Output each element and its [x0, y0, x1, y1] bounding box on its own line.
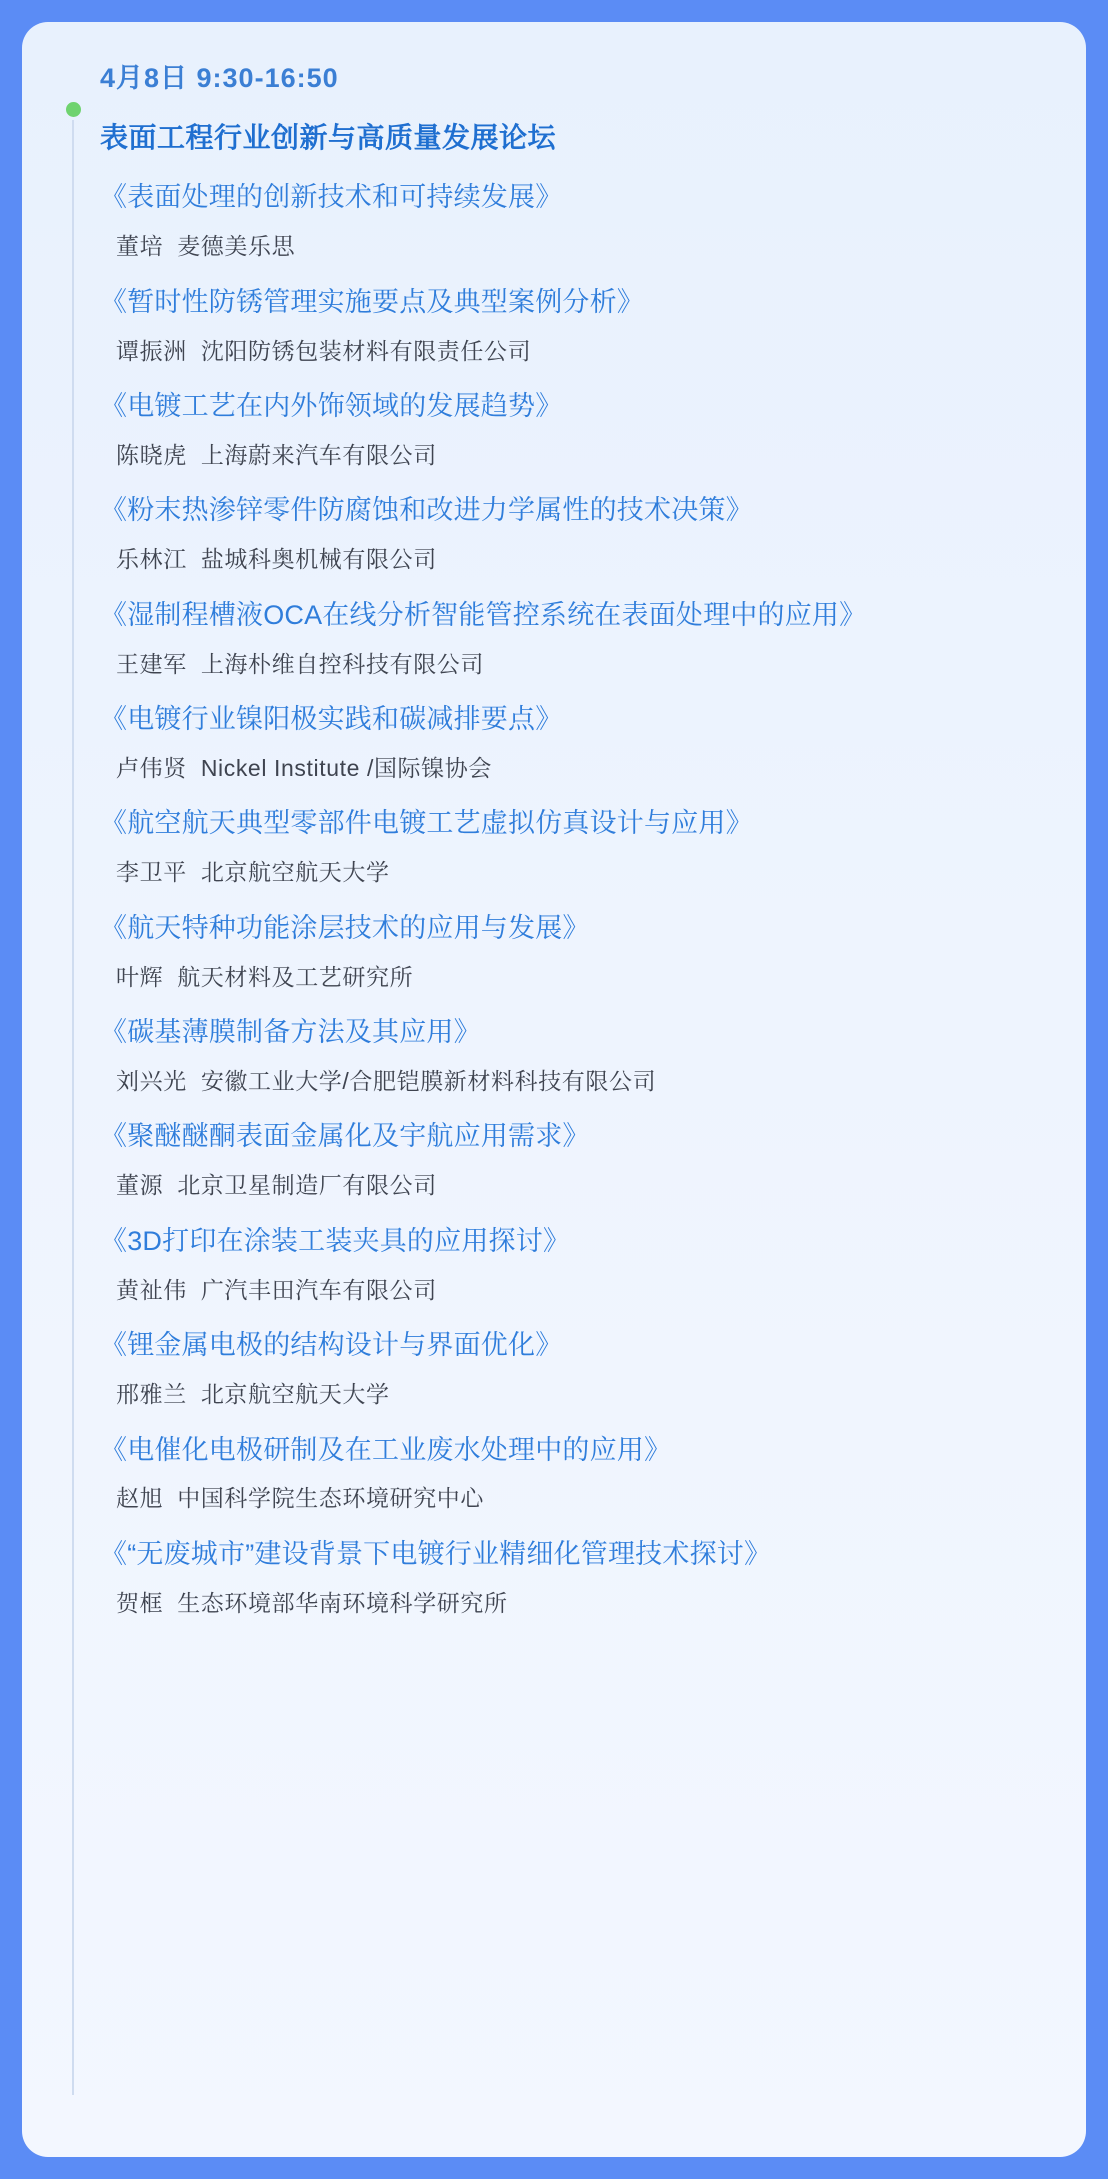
talk-speaker-name: 刘兴光 [116, 1067, 187, 1094]
talk-list [100, 177, 1046, 1620]
talk-speaker-name: 陈晓虎 [116, 441, 187, 468]
talk-speaker-affiliation: 麦德美乐思 [177, 233, 296, 260]
talk-title[interactable]: 《“无废城市”建设背景下电镀行业精细化管理技术探讨》 [100, 1538, 772, 1569]
talk-title[interactable]: 《3D打印在涂装工装夹具的应用探讨》 [100, 1225, 571, 1256]
talk-item [100, 699, 1046, 785]
talk-speaker-name: 邢雅兰 [116, 1381, 187, 1408]
talk-title[interactable]: 《表面处理的创新技术和可持续发展》 [100, 182, 563, 213]
talk-speaker-name: 乐林江 [116, 546, 187, 573]
talk-speaker-name: 王建军 [116, 650, 187, 677]
talk-speaker-affiliation: 生态环境部华南环境科学研究所 [177, 1589, 508, 1616]
timeline-dot-icon [66, 102, 81, 117]
talk-speaker-line [116, 960, 1046, 995]
talk-speaker-affiliation: 中国科学院生态环境研究中心 [177, 1485, 485, 1512]
talk-speaker-affiliation: Nickel Institute /国际镍协会 [200, 754, 492, 781]
talk-title[interactable]: 《电镀工艺在内外饰领域的发展趋势》 [100, 391, 563, 422]
talk-speaker-affiliation: 北京航空航天大学 [200, 1381, 390, 1408]
talk-speaker-line [116, 1064, 1046, 1099]
talk-title[interactable]: 《航空航天典型零部件电镀工艺虚拟仿真设计与应用》 [100, 808, 753, 839]
talk-speaker-affiliation: 航天材料及工艺研究所 [177, 963, 414, 990]
talk-item [100, 1012, 1046, 1098]
talk-speaker-name: 卢伟贤 [116, 754, 187, 781]
agenda-content [100, 62, 1046, 1620]
talk-item [100, 1534, 1046, 1620]
talk-title[interactable]: 《锂金属电极的结构设计与界面优化》 [100, 1330, 563, 1361]
talk-item [100, 803, 1046, 889]
talk-speaker-name: 赵旭 [116, 1485, 164, 1512]
talk-speaker-name: 黄祉伟 [116, 1276, 187, 1303]
talk-speaker-name: 董培 [116, 233, 164, 260]
talk-speaker-line [116, 1586, 1046, 1621]
talk-speaker-affiliation: 广汽丰田汽车有限公司 [200, 1276, 437, 1303]
talk-speaker-name: 贺框 [116, 1589, 164, 1616]
talk-title[interactable]: 《暂时性防锈管理实施要点及典型案例分析》 [100, 286, 644, 317]
talk-speaker-line [116, 1168, 1046, 1203]
talk-speaker-line [116, 438, 1046, 473]
talk-title[interactable]: 《粉末热渗锌零件防腐蚀和改进力学属性的技术决策》 [100, 495, 753, 526]
talk-item [100, 177, 1046, 263]
talk-title[interactable]: 《聚醚醚酮表面金属化及宇航应用需求》 [100, 1121, 590, 1152]
talk-speaker-affiliation: 上海蔚来汽车有限公司 [200, 441, 437, 468]
talk-title[interactable]: 《电镀行业镍阳极实践和碳减排要点》 [100, 704, 563, 735]
talk-speaker-line [116, 855, 1046, 890]
talk-title[interactable]: 《电催化电极研制及在工业废水处理中的应用》 [100, 1434, 672, 1465]
talk-item [100, 1116, 1046, 1202]
talk-item [100, 282, 1046, 368]
talk-speaker-line [116, 751, 1046, 786]
talk-item [100, 595, 1046, 681]
talk-item [100, 1325, 1046, 1411]
talk-title[interactable]: 《碳基薄膜制备方法及其应用》 [100, 1017, 481, 1048]
talk-speaker-name: 谭振洲 [116, 337, 187, 364]
talk-speaker-name: 叶辉 [116, 963, 164, 990]
talk-speaker-affiliation: 安徽工业大学/合肥铠膜新材料科技有限公司 [200, 1067, 657, 1094]
session-title: 表面工程行业创新与高质量发展论坛 [100, 122, 557, 154]
talk-item [100, 1221, 1046, 1307]
talk-speaker-affiliation: 北京卫星制造厂有限公司 [177, 1172, 437, 1199]
talk-title[interactable]: 《湿制程槽液OCA在线分析智能管控系统在表面处理中的应用》 [100, 599, 867, 630]
talk-speaker-line [116, 1377, 1046, 1412]
talk-item [100, 490, 1046, 576]
talk-speaker-line [116, 1273, 1046, 1308]
talk-speaker-line [116, 647, 1046, 682]
timeline-line [72, 120, 74, 2095]
talk-speaker-name: 董源 [116, 1172, 164, 1199]
talk-speaker-affiliation: 上海朴维自控科技有限公司 [200, 650, 485, 677]
talk-speaker-affiliation: 北京航空航天大学 [200, 859, 390, 886]
talk-title[interactable]: 《航天特种功能涂层技术的应用与发展》 [100, 912, 590, 943]
talk-speaker-line [116, 229, 1046, 264]
talk-speaker-line [116, 334, 1046, 369]
talk-item [100, 386, 1046, 472]
session-time: 4月8日 9:30-16:50 [100, 63, 339, 93]
talk-item [100, 908, 1046, 994]
agenda-card [22, 22, 1086, 2157]
talk-speaker-line [116, 1481, 1046, 1516]
talk-speaker-line [116, 542, 1046, 577]
talk-item [100, 1430, 1046, 1516]
talk-speaker-affiliation: 盐城科奥机械有限公司 [200, 546, 437, 573]
talk-speaker-affiliation: 沈阳防锈包装材料有限责任公司 [200, 337, 532, 364]
talk-speaker-name: 李卫平 [116, 859, 187, 886]
